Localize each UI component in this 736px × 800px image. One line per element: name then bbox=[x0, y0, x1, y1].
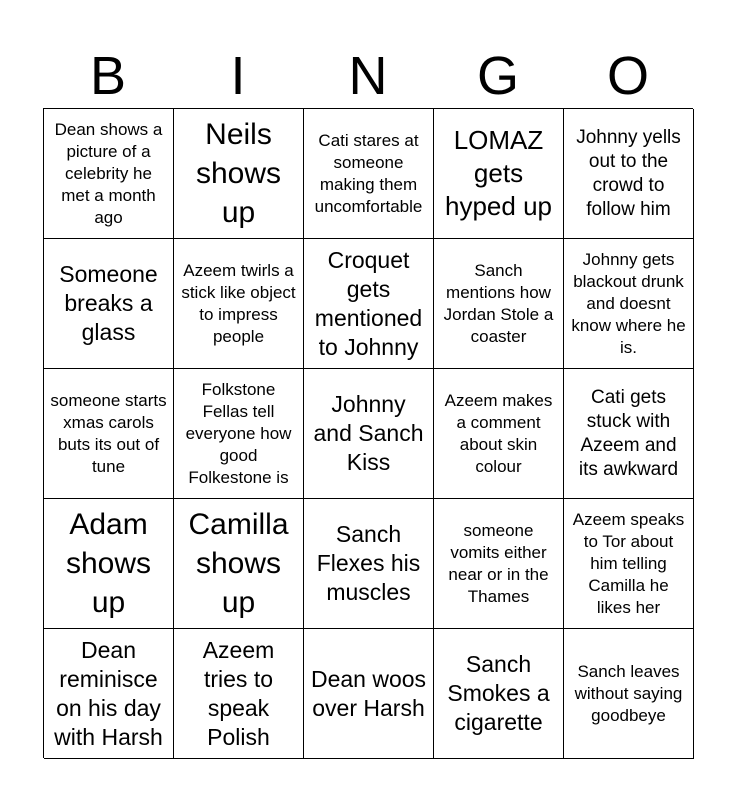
bingo-cell-text: Azeem twirls a stick like object to impress people bbox=[181, 260, 296, 346]
bingo-cell-text: Someone breaks a glass bbox=[59, 261, 158, 345]
bingo-cell[interactable] bbox=[434, 239, 564, 369]
bingo-cell[interactable] bbox=[174, 109, 304, 239]
bingo-cell[interactable] bbox=[564, 499, 694, 629]
bingo-cell-text: Sanch leaves without saying goodbeye bbox=[574, 661, 683, 725]
bingo-cell-text: Cati stares at someone making them uncomfortable bbox=[314, 130, 423, 216]
bingo-cell[interactable] bbox=[434, 109, 564, 239]
bingo-cell-text: LOMAZ gets hyped up bbox=[445, 125, 552, 221]
bingo-card-grid bbox=[43, 108, 693, 758]
bingo-cell[interactable] bbox=[304, 629, 434, 759]
bingo-cell-text: Sanch Flexes his muscles bbox=[316, 521, 421, 605]
bingo-cell-text: Folkstone Fellas tell everyone how good Folkestone is bbox=[185, 379, 292, 487]
bingo-cell-text: someone starts xmas carols buts its out of tune bbox=[50, 390, 167, 476]
bingo-cell-text: Adam shows up bbox=[65, 508, 152, 619]
bingo-cell[interactable] bbox=[564, 369, 694, 499]
bingo-cell[interactable] bbox=[434, 499, 564, 629]
bingo-cell-text: Dean woos over Harsh bbox=[310, 665, 427, 721]
bingo-header bbox=[43, 44, 693, 108]
bingo-cell[interactable] bbox=[174, 499, 304, 629]
header-letter-b: B bbox=[89, 46, 127, 106]
bingo-cell[interactable] bbox=[44, 499, 174, 629]
bingo-cell[interactable] bbox=[44, 369, 174, 499]
bingo-cell[interactable] bbox=[174, 629, 304, 759]
bingo-cell[interactable] bbox=[44, 239, 174, 369]
header-letter-n: N bbox=[348, 46, 388, 106]
bingo-cell-text: Sanch Smokes a cigarette bbox=[447, 651, 550, 735]
bingo-cell[interactable] bbox=[564, 239, 694, 369]
bingo-cell[interactable] bbox=[564, 629, 694, 759]
bingo-cell-text: Cati gets stuck with Azeem and its awkward bbox=[578, 386, 679, 480]
header-letter-i: I bbox=[230, 46, 246, 106]
bingo-cell-text: Dean reminisce on his day with Harsh bbox=[54, 636, 163, 750]
bingo-cell[interactable] bbox=[434, 629, 564, 759]
bingo-cell[interactable] bbox=[44, 109, 174, 239]
bingo-cell[interactable] bbox=[304, 109, 434, 239]
bingo-cell-text: Neils shows up bbox=[195, 118, 282, 229]
bingo-cell-text: Azeem tries to speak Polish bbox=[202, 636, 275, 750]
bingo-cell-text: Croquet gets mentioned to Johnny bbox=[314, 246, 423, 360]
bingo-cell-text: Johnny gets blackout drunk and doesnt know where he is. bbox=[571, 249, 686, 357]
bingo-cell-text: Azeem speaks to Tor about him telling Camilla he likes her bbox=[572, 509, 685, 617]
bingo-cell[interactable] bbox=[304, 499, 434, 629]
bingo-cell-text: Sanch mentions how Jordan Stole a coaster bbox=[443, 260, 554, 346]
header-letter-o: O bbox=[606, 46, 649, 106]
bingo-cell[interactable] bbox=[434, 369, 564, 499]
bingo-cell-text: Camilla shows up bbox=[188, 508, 289, 619]
bingo-cell-text: Johnny yells out to the crowd to follow him bbox=[576, 126, 681, 220]
bingo-cell[interactable] bbox=[174, 369, 304, 499]
header-letter-g: G bbox=[476, 46, 519, 106]
bingo-cell[interactable] bbox=[304, 369, 434, 499]
bingo-cell[interactable] bbox=[44, 629, 174, 759]
bingo-cell-text: someone vomits either near or in the Thames bbox=[448, 520, 549, 606]
bingo-cell[interactable] bbox=[174, 239, 304, 369]
bingo-cell-text: Azeem makes a comment about skin colour bbox=[444, 390, 553, 476]
bingo-cell-text: Johnny and Sanch Kiss bbox=[313, 391, 424, 475]
bingo-cell[interactable] bbox=[564, 109, 694, 239]
bingo-cell[interactable] bbox=[304, 239, 434, 369]
bingo-cell-text: Dean shows a picture of a celebrity he met a month ago bbox=[54, 119, 163, 227]
